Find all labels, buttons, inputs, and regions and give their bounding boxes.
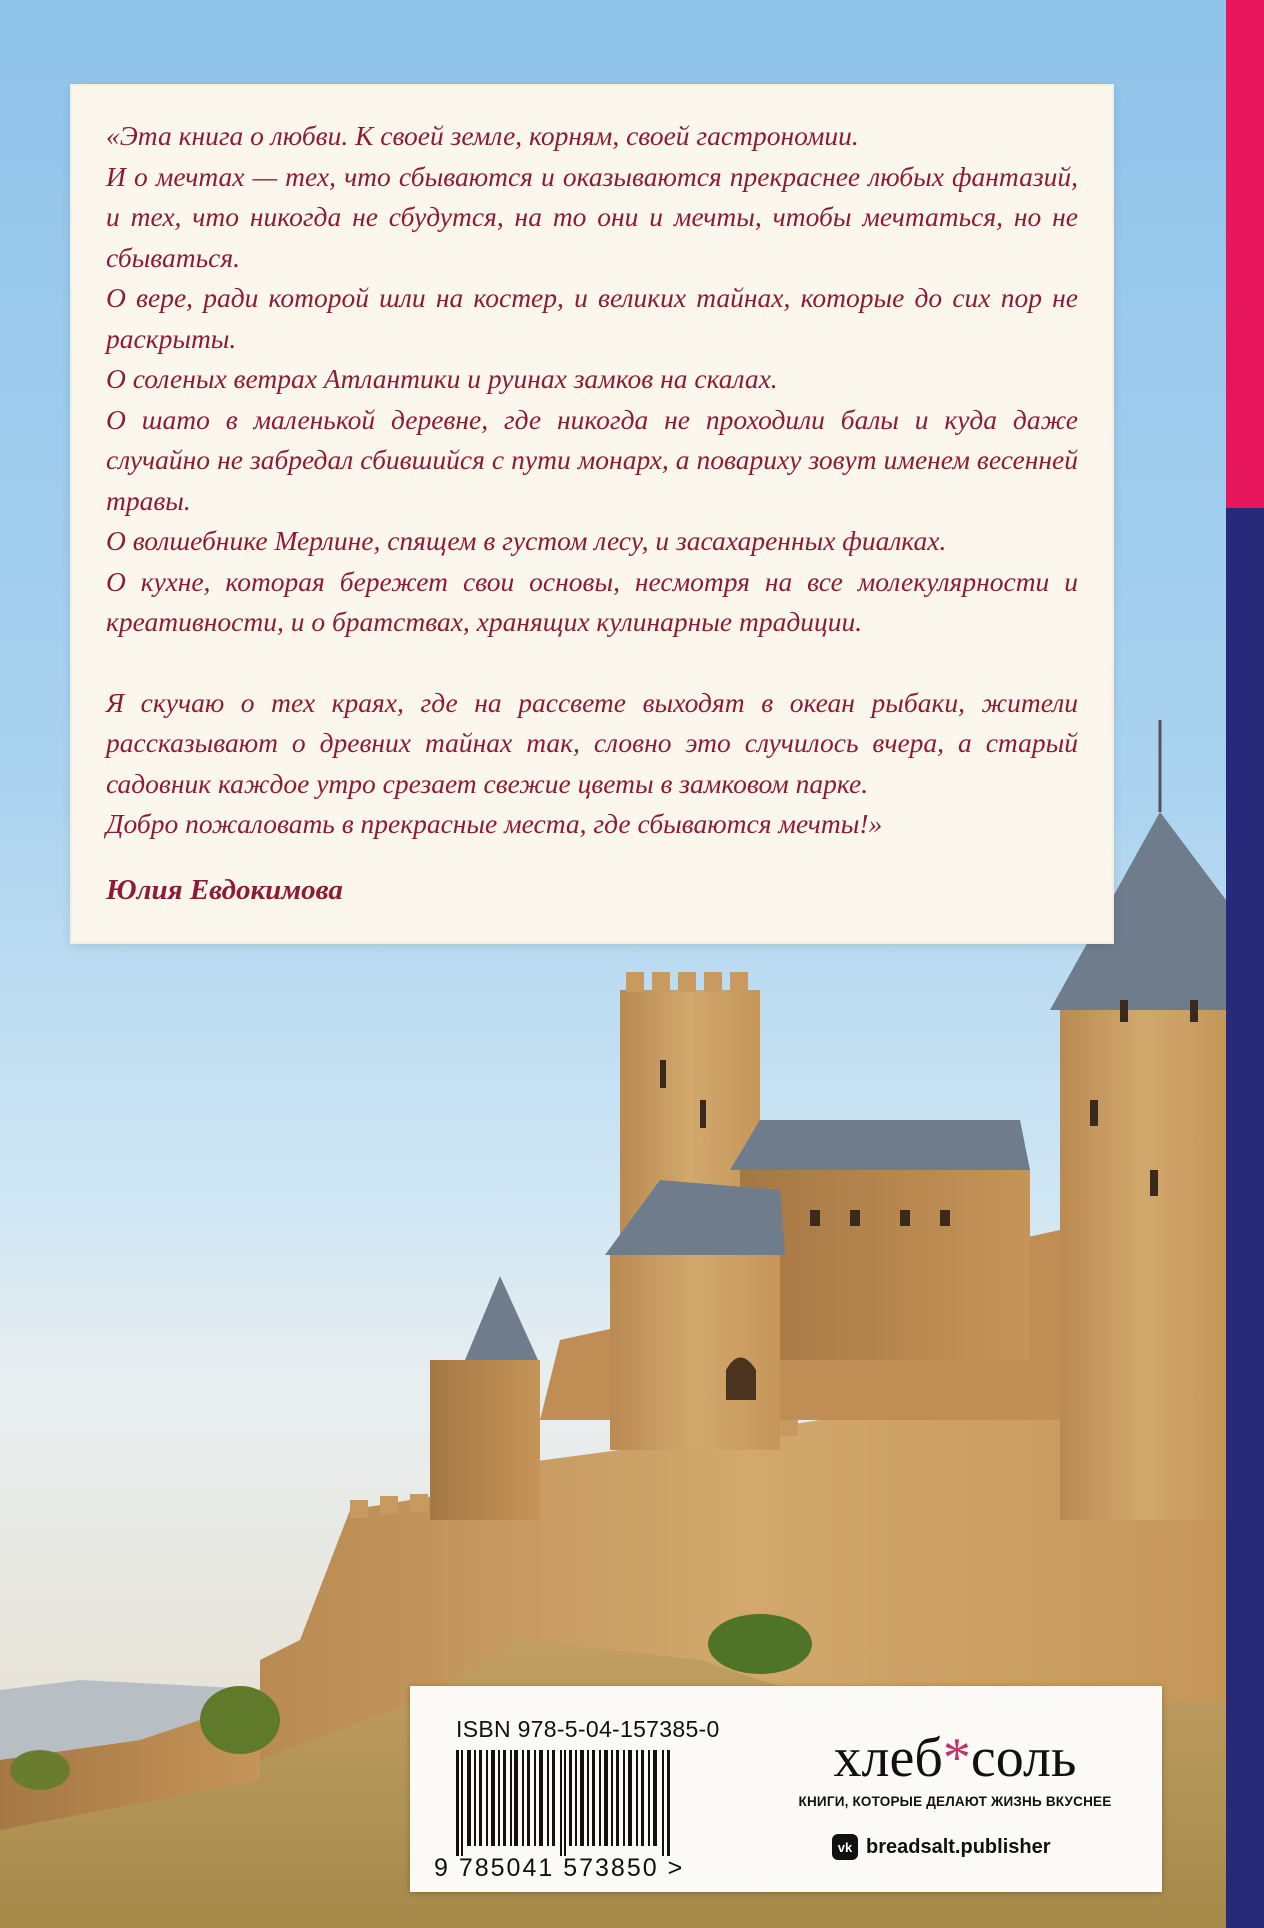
- author-name: Юлия Евдокимова: [106, 874, 343, 906]
- quote-paragraph: «Эта книга о любви. К своей земле, корням, своей гастрономии.: [106, 120, 859, 151]
- quote-paragraph: О кухне, которая бережет свои основы, несмотря на все молекулярности и креативности, и о братствах, хранящих кулинарные традиции.: [106, 565, 1078, 637]
- barcode-icon: [456, 1750, 672, 1856]
- quote-paragraph: О соленых ветрах Атлантики и руинах замков на скалах.: [106, 363, 778, 394]
- quote-paragraph: О шато в маленькой деревне, где никогда не проходили балы и куда даже случайно не забредал сбившийся с пути монарх, а повариху зовут именем весенней травы.: [106, 403, 1078, 516]
- spine-stripe-top: [1226, 0, 1264, 508]
- isbn-label: ISBN 978-5-04-157385-0: [456, 1716, 720, 1742]
- logo-text: хлеб*соль: [833, 1727, 1077, 1789]
- quote-closing: Добро пожаловать в прекрасные места, где сбываются мечты!»: [106, 808, 883, 839]
- quote-paragraph: О вере, ради которой шли на костер, и великих тайнах, которые до сих пор не раскрыты.: [106, 282, 1078, 354]
- publisher-logo: [790, 1722, 1120, 1792]
- quote-text: [106, 116, 1078, 845]
- publisher-info-card: [410, 1686, 1162, 1892]
- barcode-number: 9 785041 573850 >: [434, 1854, 685, 1882]
- quote-paragraph: И о мечтах — тех, что сбываются и оказываются прекраснее любых фантазий, и тех, что никогда не сбудутся, на то они и мечты, чтобы мечтаться, но не сбываться.: [106, 160, 1078, 273]
- publisher-tagline: КНИГИ, КОТОРЫЕ ДЕЛАЮТ ЖИЗНЬ ВКУСНЕЕ: [798, 1794, 1112, 1809]
- spine-stripe-bottom: [1226, 508, 1264, 1928]
- quote-paragraph: О волшебнике Мерлине, спящем в густом лесу, и засахаренных фиалках.: [106, 525, 947, 556]
- vk-icon: vk: [832, 1834, 858, 1860]
- quote-card: [72, 86, 1112, 942]
- vk-handle: breadsalt.publisher: [866, 1835, 1051, 1858]
- quote-closing: Я скучаю о тех краях, где на рассвете выходят в океан рыбаки, жители рассказывают о древних тайнах так, словно это случилось вчера, а старый садовник каждое утро срезает свежие цветы в замковом парке.: [106, 686, 1078, 799]
- vk-link[interactable]: [832, 1832, 1051, 1862]
